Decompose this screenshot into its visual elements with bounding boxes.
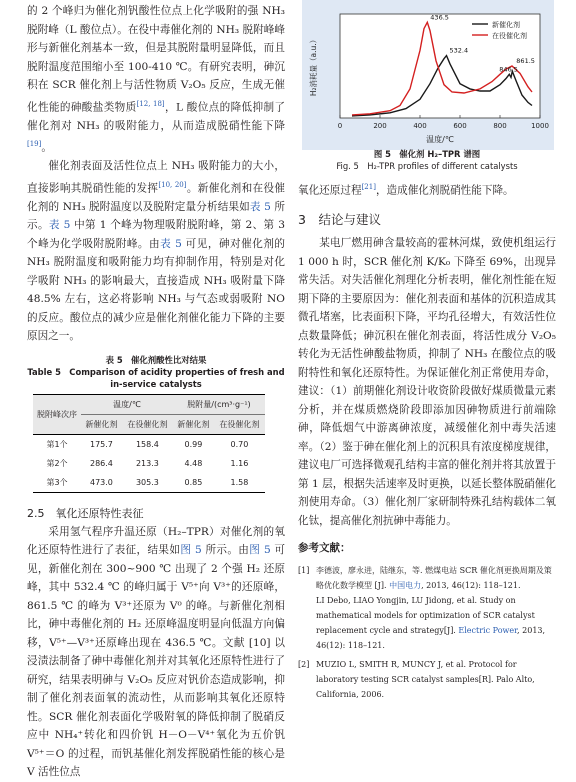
citation-link[interactable]: [12, 18] (136, 99, 165, 108)
citation-link[interactable]: [10, 20] (158, 180, 187, 189)
figure-ref-link[interactable]: 图 5 (180, 544, 202, 557)
citation-link[interactable]: [19] (27, 140, 42, 149)
paragraph-nh3-adsorption: 催化剂表面及活性位点上 NH₃ 吸附能力的大小，直接影响其脱硝性能的发挥[10, 20]。新催化剂和在役催化剂的 NH₃ 脱附温度以及脱附定量分析结果如表 5 所示。表 5 中第 1 个峰为物理吸附脱附峰，第 2、第 3 个峰为化学吸附脱附峰。由表 5 可见，砷对催化剂的 NH₃ 脱附温度和吸附能力均有抑制作用，特别是对化学吸附 NH₃ 的影响最大，直接造成 NH₃ 吸附量下降 48.5% 左右，这必将影响 NH₃ 与气态或弱吸附 NO 的反应。酸位点的减少应是催化剂催化能力下降的主要原因之一。 (27, 160, 286, 343)
peak-label: 846.5 (499, 65, 518, 74)
h2-tpr-chart (302, 0, 554, 150)
references-title: 参考文献： (298, 542, 351, 555)
legend-label: 在役催化剂 (492, 32, 527, 40)
x-axis-label: 温度/℃ (426, 135, 454, 144)
journal-link[interactable]: Electric Power (458, 626, 518, 636)
table-ref-link[interactable]: 表 5 (160, 237, 182, 250)
peak-label: 532.4 (449, 46, 469, 55)
x-tick-label: 0 (337, 122, 343, 130)
section-title-redox: 2.5 氧化还原特性表征 (27, 506, 144, 520)
x-tick-label: 1000 (531, 122, 549, 130)
table-row: 第3个 473.0 305.3 0.85 1.58 (33, 473, 265, 493)
figure-caption-cn: 图 5 催化剂 H₂–TPR 谱图 (373, 149, 481, 159)
x-tick-label: 400 (413, 122, 427, 130)
sub-header-old: 在役催化剂 (214, 414, 265, 434)
peak-label: 861.5 (516, 57, 535, 66)
col-header-order: 脱附峰次序 (33, 394, 81, 434)
paragraph-conclusion: 某电厂燃用砷含量较高的霍林河煤，致使机组运行 1 000 h 时，SCR 催化剂 K/K₀ 下降至 69%，出现异常失活。对失活催化剂理化分析表明，催化剂性能在短期下降的主要原因为：催化剂表面和基体的沉积造成其微孔堵塞，比表面积下降，平均孔径增大，有效活性位点数量降低；砷沉积在催化剂表面，将活性成分 V₂O₅ 转化为无活性砷酸盐物质，抑制了 NH₃ 在酸位点的吸附特性和氧化还原特性。为保证催化剂正常使用寿命，建议：（1）前期催化剂设计收资阶段做好煤质微量元素分析，并在煤质燃烧阶段即添加因砷物质进行前端除砷，降低烟气中游离砷浓度，减缓催化剂中毒失活速率。（2）鉴于砷在催化剂上的沉积具有浓度梯度规律，建议电厂可选择微观孔结构丰富的催化剂并将其放置于第 1 层，根据失活速率及时更换，以延长整体脱硝催化剂使用寿命。（3）催化剂厂家研制特殊孔结构载体二氧化钛，提高催化剂抗砷中毒能力。 (298, 237, 556, 527)
table-caption-cn: 表 5 催化剂酸性比对结果 (105, 354, 207, 365)
figure-caption-en: Fig. 5 H₂-TPR profiles of different catalysts (336, 161, 518, 171)
acidity-table (33, 394, 265, 493)
x-tick-label: 600 (453, 122, 467, 130)
sub-header-new: 新催化剂 (81, 414, 122, 434)
chart-svg (302, 0, 554, 150)
y-axis-label: H₂消耗量（a.u.） (309, 35, 318, 97)
sub-header-new: 新催化剂 (173, 414, 214, 434)
reference-item: [1] 李德波，廖永进，陆继东，等. 燃煤电站 SCR 催化剂更换周期及策略优化数学模型 [J]. 中国电力, 2013, 46(12): 118–121. LI Debo, LIAO Yongjin, LU Jidong, et al. Study on mathematical models for optimization of SCR catalyst replacement cycle and strategy[J]. Electric Power, 2013, 46(12): 118–121. (298, 566, 552, 651)
table-caption-en-2: in-service catalysts (110, 378, 202, 389)
paragraph-redox: 采用氢气程序升温还原（H₂–TPR）对催化剂的氧化还原特性进行了表征，结果如图 5 所示。由图 5 可见，新催化剂在 300~900 ℃ 出现了 2 个强 H₂ 还原峰，其中 532.4 ℃ 的峰归属于 V⁵⁺向 V³⁺的还原峰，861.5 ℃ 的峰为 V³⁺还原为 V⁰ 的峰。与新催化剂相比，砷中毒催化剂的 H₂ 还原峰温度明显向低温方向偏移，V⁵⁺—V³⁺还原峰出现在 436.5 ℃。文献 [10] 以浸渍法制备了砷中毒催化剂并对其氧化还原特性进行了研究，结果表明砷与 V₂O₅ 反应对钒价态造成影响，抑制了催化剂表面氧的流动性，从而影响其氧化还原特性。SCR 催化剂表面化学吸附氧的降低抑制了脱硝反应中 NH₄⁺转化和四价钒 H－O－V⁴⁺氧化为五价钒 V⁵⁺＝O 的过程，而钒基催化剂发挥脱硝性能的核心是 V 活性位点 (27, 525, 286, 779)
right-column (298, 148, 556, 702)
col-header-temp: 温度/℃ (81, 394, 173, 414)
x-tick-label: 800 (493, 122, 507, 130)
table-caption-en: Table 5 Comparison of acidity properties of fresh and (27, 366, 285, 377)
table-row: 第2个 286.4 213.3 4.48 1.16 (46, 458, 249, 468)
citation-link[interactable]: [21] (361, 183, 376, 191)
table-ref-link[interactable]: 表 5 (249, 200, 271, 213)
table-ref-link[interactable]: 表 5 (48, 219, 71, 232)
table-5-block (27, 354, 285, 493)
reference-item: [2] MUZIO L, SMITH R, MUNCY J, et al. Protocol for laboratory testing SCR catalyst samples[R]. Palo Alto, California, 2006. (298, 660, 535, 700)
section-title-conclusion: 3 结论与建议 (298, 212, 381, 228)
paragraph-redox-cont: 氧化还原过程[21]，造成催化剂脱硝性能下降。 (298, 183, 514, 197)
paragraph-acid-sites: 的 2 个峰归为催化剂钒酸性位点上化学吸附的强 NH₃ 脱附峰（L 酸位点）。在役中毒催化剂的 NH₃ 脱附峰峰形与新催化剂基本一致，但是其脱附量明显降低，而且脱附温度范围缩小至 100-410 ℃。有研究表明，砷沉积在 SCR 催化剂上与活性物质 V₂O₅ 反应，生成无催化性能的砷酸盐类物质[12, 18]，L 酸位点的降低抑制了催化剂对 NH₃ 的吸附能力，从而造成脱硝性能下降[19]。 (27, 5, 286, 154)
left-column (27, 0, 285, 782)
peak-label: 436.5 (430, 13, 449, 22)
journal-link[interactable]: 中国电力 (389, 581, 422, 591)
legend-label: 新催化剂 (492, 21, 520, 29)
figure-ref-link[interactable]: 图 5 (249, 544, 271, 557)
sub-header-old: 在役催化剂 (122, 414, 173, 434)
table-row: 第1个 175.7 158.4 0.99 0.70 (46, 439, 249, 449)
x-tick-label: 200 (373, 122, 387, 130)
col-header-amount: 脱附量/(cm³·g⁻¹) (173, 394, 265, 414)
